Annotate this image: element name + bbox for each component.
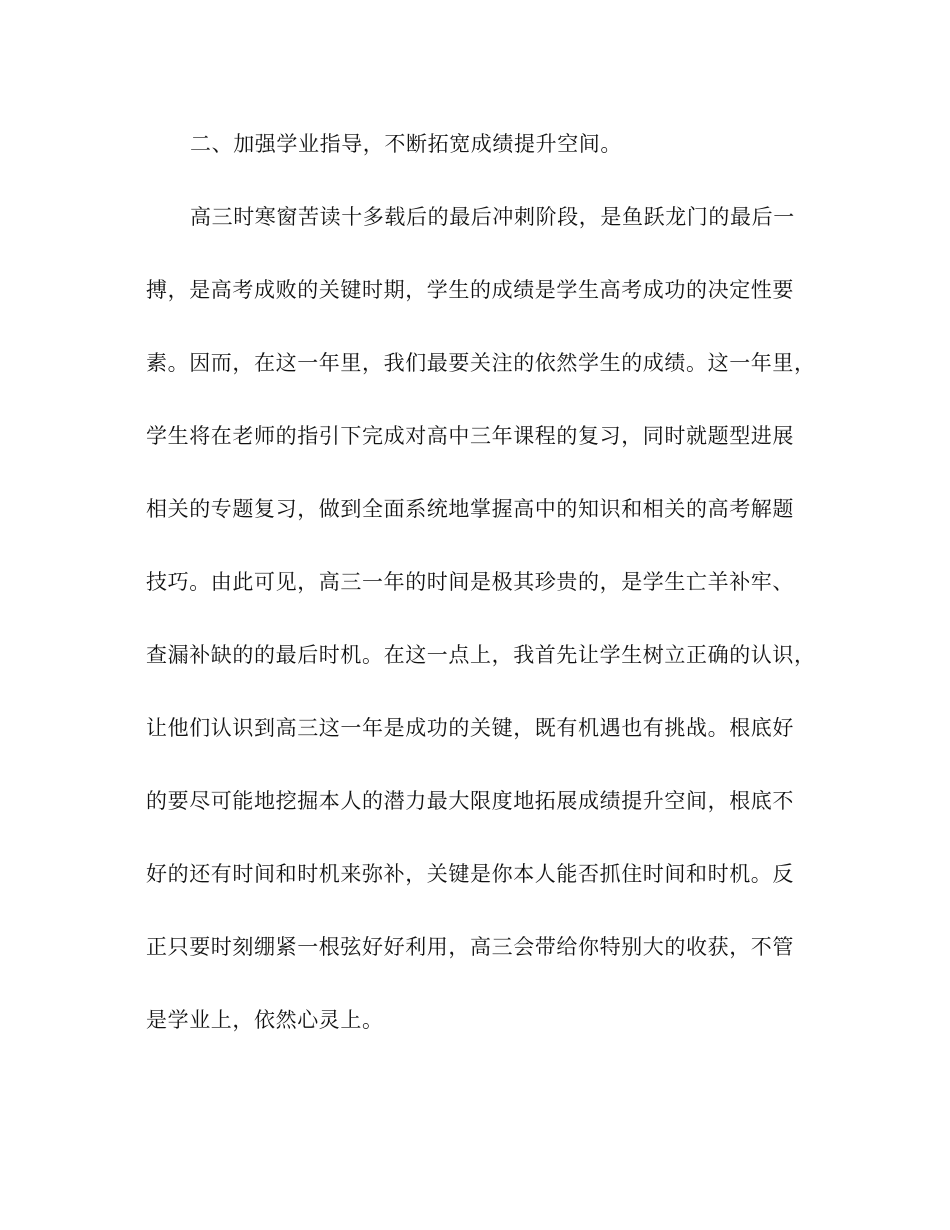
paragraph-line: 学生将在老师的指引下完成对高中三年课程的复习，同时就题型进展 <box>146 424 794 448</box>
paragraph-line: 查漏补缺的的最后时机。在这一点上，我首先让学生树立正确的认识， <box>146 643 816 667</box>
paragraph-line: 技巧。由此可见，高三一年的时间是极其珍贵的，是学生亡羊补牢、 <box>146 570 794 594</box>
paragraph-line: 好的还有时间和时机来弥补，关键是你本人能否抓住时间和时机。反 <box>146 862 794 886</box>
paragraph-line: 正只要时刻绷紧一根弦好好利用，高三会带给你特别大的收获，不管 <box>146 935 794 959</box>
paragraph-line: 让他们认识到高三这一年是成功的关键，既有机遇也有挑战。根底好 <box>146 716 794 740</box>
paragraph-line: 搏，是高考成败的关键时期，学生的成绩是学生高考成功的决定性要 <box>146 278 794 302</box>
paragraph-line: 相关的专题复习，做到全面系统地掌握高中的知识和相关的高考解题 <box>146 497 794 521</box>
paragraph-line: 是学业上，依然心灵上。 <box>146 1008 384 1032</box>
paragraph-line: 高三时寒窗苦读十多载后的最后冲刺阶段，是鱼跃龙门的最后一 <box>190 205 795 229</box>
section-heading: 二、加强学业指导，不断拓宽成绩提升空间。 <box>190 132 622 156</box>
body-text <box>146 122 816 1071</box>
paragraph-line: 的要尽可能地挖掘本人的潜力最大限度地拓展成绩提升空间，根底不 <box>146 789 794 813</box>
paragraph-line: 素。因而，在这一年里，我们最要关注的依然学生的成绩。这一年里， <box>146 351 816 375</box>
